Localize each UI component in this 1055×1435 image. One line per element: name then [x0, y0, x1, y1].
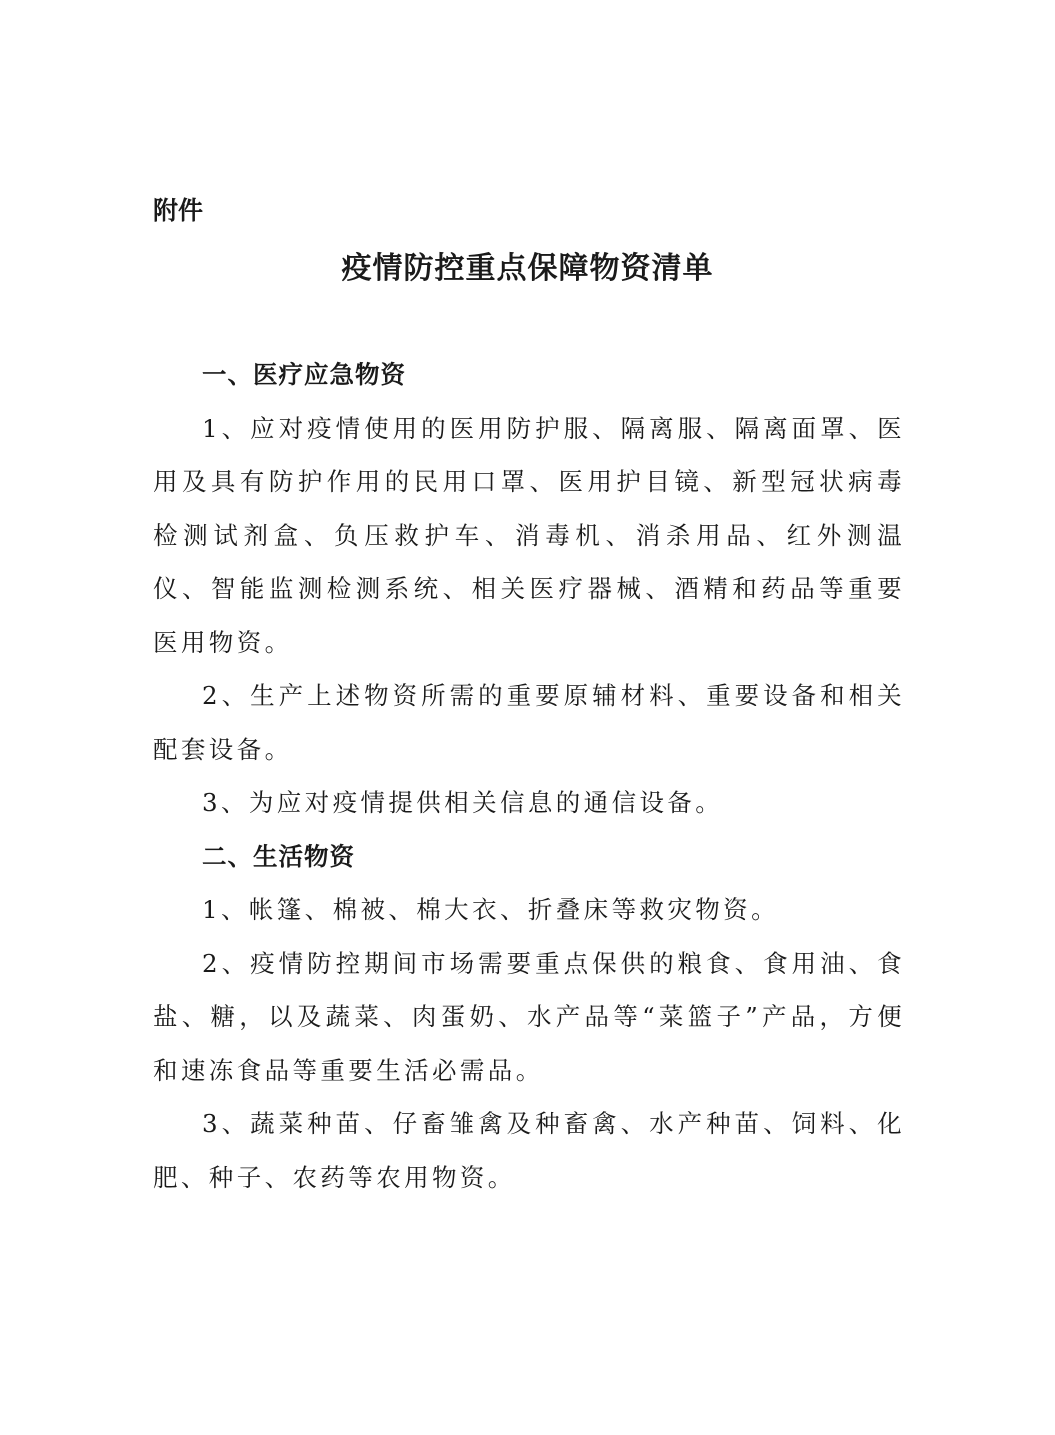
list-item: 1、应对疫情使用的医用防护服、隔离服、隔离面罩、医用及具有防护作用的民用口罩、医用护目镜、新型冠状病毒检测试剂盒、负压救护车、消毒机、消杀用品、红外测温仪、智能监测检测系统、相关医疗器械、酒精和药品等重要医用物资。 [153, 413, 905, 657]
document-title: 疫情防控重点保障物资清单 [341, 251, 714, 286]
list-item: 3、为应对疫情提供相关信息的通信设备。 [202, 788, 724, 817]
attachment-label: 附件 [153, 196, 204, 225]
document-body [153, 348, 905, 1204]
section-heading-living: 二、生活物资 [202, 841, 355, 871]
list-item: 1、帐篷、棉被、棉大衣、折叠床等救灾物资。 [202, 895, 779, 924]
list-item: 2、生产上述物资所需的重要原辅材料、重要设备和相关配套设备。 [153, 681, 905, 764]
list-item: 3、蔬菜种苗、仔畜雏禽及种畜禽、水产种苗、饲料、化肥、种子、农药等农用物资。 [153, 1109, 905, 1192]
list-item: 2、疫情防控期间市场需要重点保供的粮食、食用油、食盐、糖，以及蔬菜、肉蛋奶、水产品等“菜篮子”产品，方便和速冻食品等重要生活必需品。 [153, 948, 905, 1085]
section-heading-medical: 一、医疗应急物资 [202, 360, 406, 389]
